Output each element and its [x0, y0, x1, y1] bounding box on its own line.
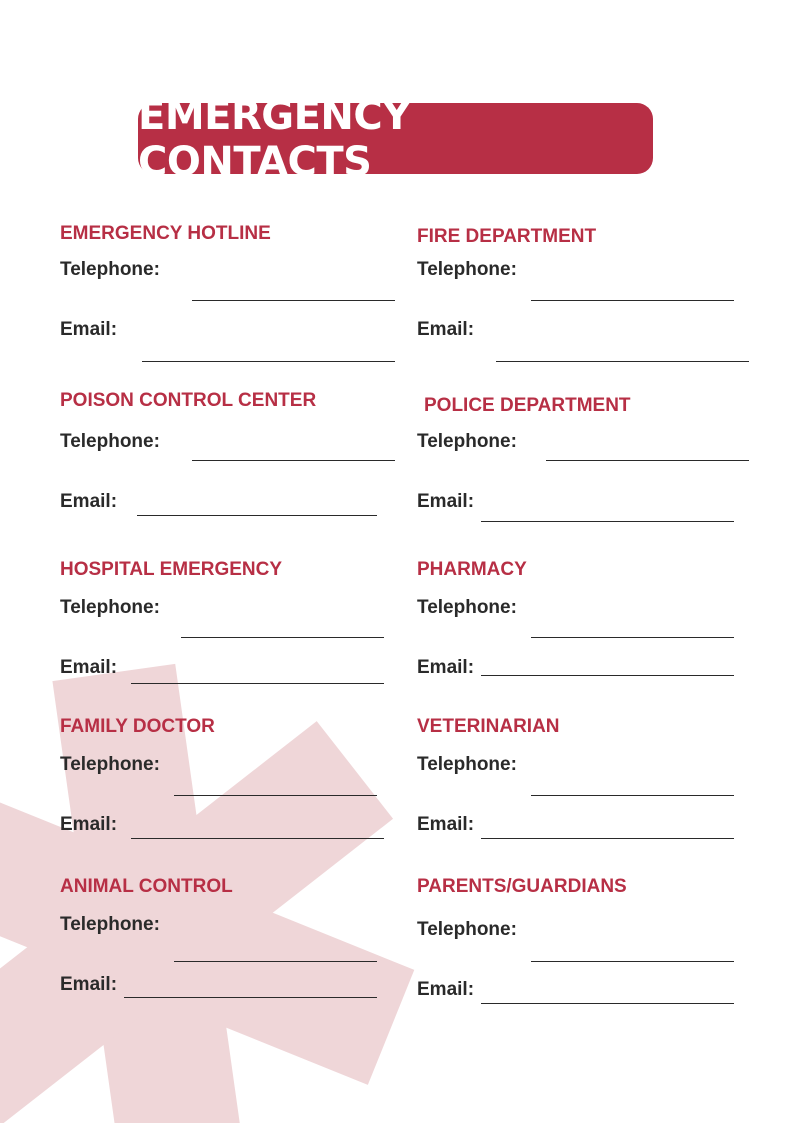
section-heading: PARENTS/GUARDIANS: [417, 876, 627, 897]
section-heading: ANIMAL CONTROL: [60, 876, 233, 897]
email-field[interactable]: [481, 838, 734, 839]
telephone-label: Telephone:: [417, 754, 517, 775]
email-field[interactable]: [496, 361, 749, 362]
telephone-label: Telephone:: [417, 597, 517, 618]
telephone-label: Telephone:: [60, 431, 160, 452]
section-heading: HOSPITAL EMERGENCY: [60, 559, 283, 580]
telephone-field[interactable]: [192, 460, 395, 461]
telephone-field[interactable]: [192, 300, 395, 301]
telephone-label: Telephone:: [60, 259, 160, 280]
email-field[interactable]: [481, 1003, 734, 1004]
telephone-label: Telephone:: [417, 919, 517, 940]
email-field[interactable]: [131, 683, 384, 684]
telephone-label: Telephone:: [60, 597, 160, 618]
email-label: Email:: [417, 657, 475, 678]
telephone-label: Telephone:: [417, 431, 517, 452]
section-heading: POISON CONTROL CENTER: [60, 390, 317, 411]
telephone-field[interactable]: [174, 961, 377, 962]
email-field[interactable]: [481, 521, 734, 522]
telephone-field[interactable]: [531, 637, 734, 638]
email-label: Email:: [60, 814, 118, 835]
email-label: Email:: [417, 319, 475, 340]
section-heading: FIRE DEPARTMENT: [417, 226, 597, 247]
email-label: Email:: [417, 814, 475, 835]
email-label: Email:: [417, 979, 475, 1000]
email-field[interactable]: [142, 361, 395, 362]
email-field[interactable]: [137, 515, 377, 516]
telephone-field[interactable]: [531, 795, 734, 796]
email-label: Email:: [60, 319, 118, 340]
telephone-field[interactable]: [546, 460, 749, 461]
telephone-field[interactable]: [531, 961, 734, 962]
telephone-field[interactable]: [181, 637, 384, 638]
title-badge: [138, 92, 653, 185]
section-heading: PHARMACY: [417, 559, 527, 580]
telephone-label: Telephone:: [60, 754, 160, 775]
section-heading: FAMILY DOCTOR: [60, 716, 215, 737]
section-heading: POLICE DEPARTMENT: [424, 395, 631, 416]
email-field[interactable]: [481, 675, 734, 676]
section-heading: VETERINARIAN: [417, 716, 560, 737]
page-title: EMERGENCY CONTACTS: [138, 92, 411, 185]
email-field[interactable]: [124, 997, 377, 998]
section-heading: EMERGENCY HOTLINE: [60, 223, 271, 244]
email-label: Email:: [60, 657, 118, 678]
email-label: Email:: [60, 491, 118, 512]
telephone-field[interactable]: [531, 300, 734, 301]
telephone-field[interactable]: [174, 795, 377, 796]
email-field[interactable]: [131, 838, 384, 839]
telephone-label: Telephone:: [417, 259, 517, 280]
telephone-label: Telephone:: [60, 914, 160, 935]
email-label: Email:: [417, 491, 475, 512]
email-label: Email:: [60, 974, 118, 995]
